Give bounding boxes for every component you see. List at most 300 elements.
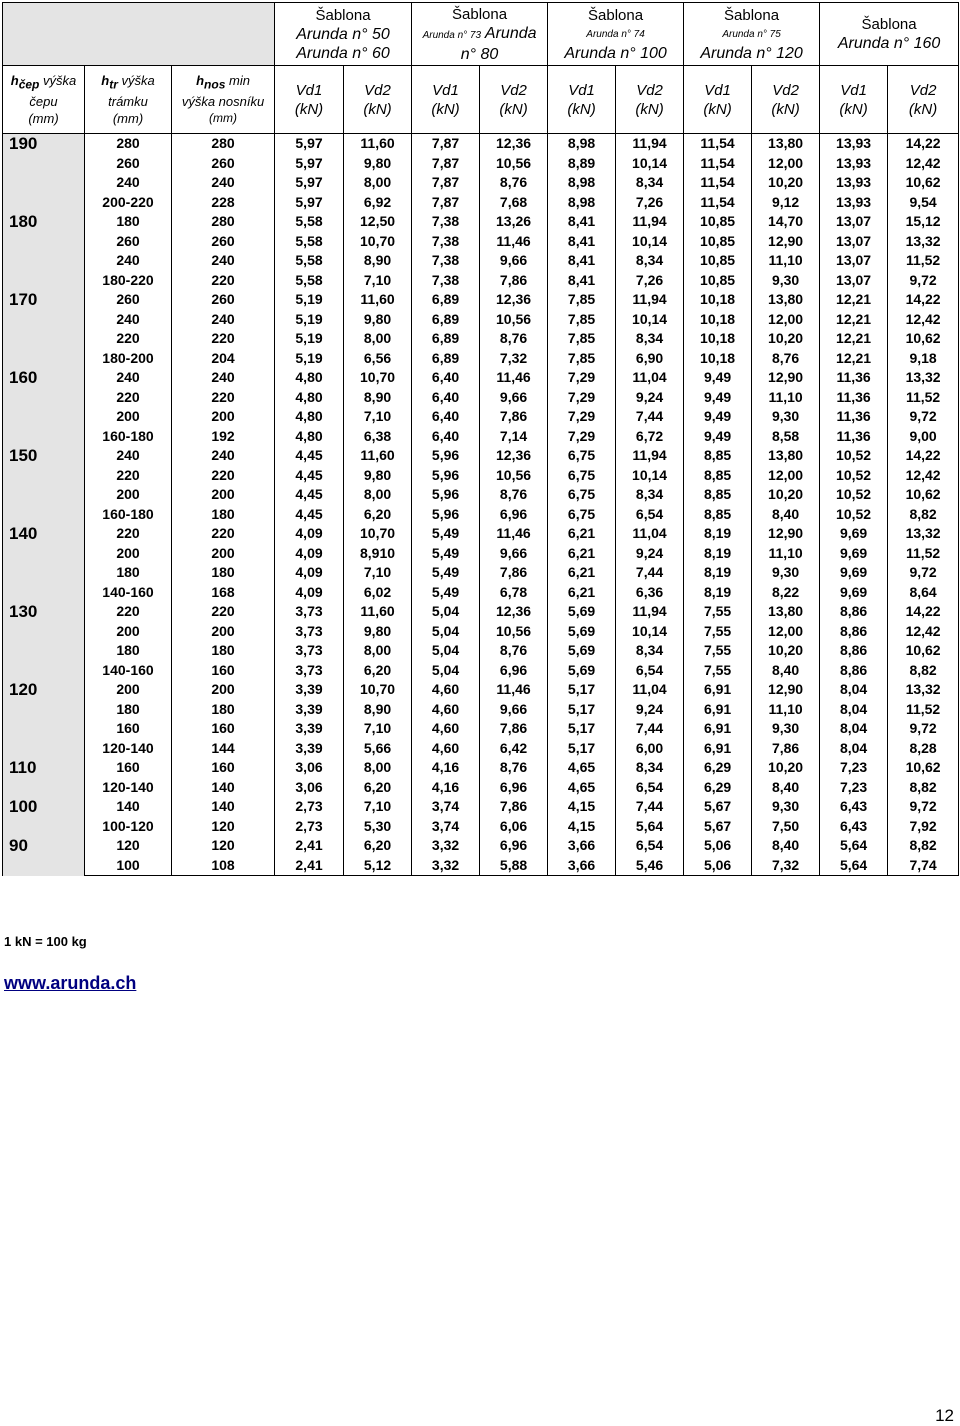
table-cell: 7,38 [412,251,480,271]
table-row [3,622,959,642]
table-row [3,700,959,720]
table-cell: 6,78 [480,583,548,603]
table-cell: 8,19 [684,544,752,564]
table-cell: 5,69 [548,622,616,642]
table-cell: 3,06 [275,758,344,778]
table-cell: 260 [85,154,172,174]
table-cell: 7,55 [684,602,752,622]
table-cell: 180 [85,641,172,661]
table-cell: 4,45 [275,485,344,505]
table-cell: 11,10 [752,388,820,408]
table-cell: 4,65 [548,778,616,798]
table-cell: 8,89 [548,154,616,174]
table-cell: 3,32 [412,856,480,876]
vd-header: Vd1 (kN) [684,66,752,134]
table-row [3,680,959,700]
template-small-name: Arunda n° 73 [422,29,482,41]
template-title: Šablona [588,6,644,24]
table-cell: 10,20 [752,485,820,505]
template-73-80-header [412,3,548,66]
table-cell: 8,41 [548,212,616,232]
table-cell: 6,75 [548,466,616,486]
table-cell: 8,19 [684,583,752,603]
table-cell: 5,49 [412,544,480,564]
unit-note: 1 kN = 100 kg [4,934,87,949]
table-cell: 6,20 [344,505,412,525]
table-cell: 9,69 [820,563,888,583]
table-cell: 280 [85,134,172,154]
table-cell: 8,34 [616,758,684,778]
table-cell: 11,94 [616,290,684,310]
table-cell: 8,82 [888,505,959,525]
table-row [3,173,959,193]
table-cell: 240 [85,251,172,271]
table-cell: 9,72 [888,563,959,583]
website-link[interactable]: www.arunda.ch [4,973,137,993]
template-74-100-header [548,3,684,66]
table-row [3,407,959,427]
table-cell: 7,86 [480,271,548,291]
table-cell: 3,39 [275,739,344,759]
table-cell: 120-140 [85,778,172,798]
table-cell: 220 [85,388,172,408]
table-cell: 160 [85,758,172,778]
table-cell: 6,43 [820,817,888,837]
table-cell: 7,68 [480,193,548,213]
table-cell: 8,58 [752,427,820,447]
table-cell: 7,85 [548,290,616,310]
table-cell: 180 [172,700,275,720]
table-cell: 11,36 [820,427,888,447]
table-cell: 8,04 [820,680,888,700]
table-cell: 6,54 [616,778,684,798]
table-cell: 5,58 [275,212,344,232]
table-row [3,661,959,681]
h-cep-group-cell: 100 [3,797,85,836]
table-cell: 7,86 [480,797,548,817]
table-cell: 5,17 [548,739,616,759]
table-cell: 11,52 [888,700,959,720]
table-cell: 7,92 [888,817,959,837]
table-cell: 6,91 [684,680,752,700]
load-table [2,2,959,876]
table-cell: 2,73 [275,797,344,817]
table-cell: 9,69 [820,583,888,603]
table-cell: 220 [85,466,172,486]
table-row [3,193,959,213]
table-row [3,856,959,876]
table-cell: 12,90 [752,368,820,388]
table-cell: 4,80 [275,368,344,388]
table-cell: 220 [85,524,172,544]
table-cell: 8,04 [820,700,888,720]
table-cell: 220 [172,602,275,622]
table-cell: 11,36 [820,407,888,427]
table-cell: 8,85 [684,505,752,525]
table-cell: 9,24 [616,544,684,564]
table-row [3,388,959,408]
table-cell: 220 [172,466,275,486]
table-cell: 5,19 [275,349,344,369]
table-cell: 100 [85,856,172,876]
table-row [3,271,959,291]
table-cell: 9,80 [344,310,412,330]
table-row [3,349,959,369]
table-cell: 7,38 [412,232,480,252]
table-cell: 9,30 [752,271,820,291]
table-cell: 5,67 [684,817,752,837]
template-75-120-header [684,3,820,66]
table-cell: 10,52 [820,485,888,505]
table-cell: 7,26 [616,271,684,291]
table-cell: 10,56 [480,622,548,642]
table-cell: 8,98 [548,193,616,213]
table-cell: 7,44 [616,407,684,427]
table-cell: 12,21 [820,310,888,330]
template-small-name: Arunda n° 74 [586,28,645,40]
table-cell: 192 [172,427,275,447]
vd-header: Vd1 (kN) [548,66,616,134]
table-cell: 5,04 [412,602,480,622]
table-cell: 160 [172,661,275,681]
table-cell: 12,21 [820,290,888,310]
table-cell: 8,41 [548,232,616,252]
table-cell: 5,88 [480,856,548,876]
table-cell: 240 [85,173,172,193]
table-row [3,368,959,388]
vd-header: Vd2 (kN) [616,66,684,134]
table-cell: 9,49 [684,368,752,388]
table-row [3,290,959,310]
table-cell: 11,94 [616,134,684,154]
table-cell: 168 [172,583,275,603]
table-cell: 6,00 [616,739,684,759]
table-cell: 6,20 [344,836,412,856]
table-cell: 10,20 [752,173,820,193]
table-cell: 13,32 [888,232,959,252]
table-cell: 5,97 [275,173,344,193]
table-cell: 6,29 [684,758,752,778]
table-cell: 12,90 [752,232,820,252]
table-cell: 5,69 [548,641,616,661]
table-cell: 10,62 [888,485,959,505]
table-cell: 7,44 [616,797,684,817]
table-cell: 13,32 [888,524,959,544]
table-cell: 11,94 [616,446,684,466]
table-cell: 4,45 [275,446,344,466]
table-cell: 5,64 [820,836,888,856]
table-cell: 120 [172,817,275,837]
table-cell: 204 [172,349,275,369]
table-cell: 4,65 [548,758,616,778]
table-cell: 7,29 [548,368,616,388]
table-cell: 9,66 [480,388,548,408]
table-row [3,836,959,856]
table-cell: 160 [172,758,275,778]
table-cell: 240 [172,368,275,388]
table-cell: 10,85 [684,212,752,232]
table-cell: 260 [85,232,172,252]
table-cell: 6,38 [344,427,412,447]
table-cell: 10,85 [684,232,752,252]
table-cell: 8,76 [480,329,548,349]
table-cell: 260 [172,290,275,310]
table-cell: 13,07 [820,271,888,291]
table-cell: 4,45 [275,466,344,486]
table-cell: 9,72 [888,407,959,427]
column-header-row [3,66,959,134]
table-cell: 10,20 [752,758,820,778]
table-cell: 7,44 [616,719,684,739]
table-cell: 4,60 [412,680,480,700]
table-cell: 5,49 [412,583,480,603]
table-cell: 6,91 [684,719,752,739]
table-row [3,817,959,837]
table-cell: 10,20 [752,641,820,661]
table-cell: 3,73 [275,622,344,642]
table-cell: 6,21 [548,524,616,544]
table-cell: 14,22 [888,134,959,154]
table-cell: 8,40 [752,836,820,856]
table-cell: 3,73 [275,641,344,661]
table-cell: 11,46 [480,680,548,700]
table-cell: 8,85 [684,466,752,486]
table-cell: 180 [85,700,172,720]
table-cell: 10,18 [684,310,752,330]
table-cell: 6,20 [344,778,412,798]
table-cell: 13,80 [752,134,820,154]
table-cell: 11,46 [480,524,548,544]
table-cell: 5,04 [412,661,480,681]
table-cell: 5,19 [275,329,344,349]
table-cell: 8,41 [548,251,616,271]
table-cell: 12,90 [752,524,820,544]
table-cell: 7,55 [684,661,752,681]
table-cell: 7,86 [480,407,548,427]
table-row [3,602,959,622]
table-cell: 5,12 [344,856,412,876]
table-cell: 5,97 [275,134,344,154]
table-cell: 7,86 [480,563,548,583]
table-cell: 13,80 [752,602,820,622]
table-cell: 6,96 [480,505,548,525]
table-cell: 11,52 [888,544,959,564]
table-cell: 4,60 [412,719,480,739]
table-cell: 10,18 [684,349,752,369]
table-cell: 8,04 [820,739,888,759]
table-cell: 10,20 [752,329,820,349]
table-cell: 120 [172,836,275,856]
table-cell: 6,75 [548,505,616,525]
table-cell: 8,00 [344,329,412,349]
table-cell: 180-220 [85,271,172,291]
table-cell: 7,86 [752,739,820,759]
h-cep-group-cell: 110 [3,758,85,797]
table-cell: 6,29 [684,778,752,798]
table-cell: 220 [172,524,275,544]
table-cell: 8,40 [752,661,820,681]
table-cell: 228 [172,193,275,213]
table-cell: 11,54 [684,193,752,213]
table-cell: 10,52 [820,466,888,486]
table-cell: 9,30 [752,563,820,583]
h-nos-header: $h_{nos}$ min výška nosníku (mm) [172,66,275,134]
table-cell: 8,40 [752,505,820,525]
table-cell: 5,96 [412,485,480,505]
table-row [3,154,959,174]
table-cell: 6,89 [412,310,480,330]
table-cell: 11,04 [616,524,684,544]
table-cell: 12,21 [820,349,888,369]
table-cell: 140 [172,778,275,798]
table-cell: 11,94 [616,212,684,232]
table-cell: 7,29 [548,427,616,447]
table-cell: 3,73 [275,661,344,681]
table-cell: 9,66 [480,251,548,271]
table-cell: 8,34 [616,485,684,505]
table-cell: 5,69 [548,602,616,622]
table-cell: 4,60 [412,739,480,759]
table-cell: 4,80 [275,407,344,427]
table-cell: 4,15 [548,817,616,837]
table-cell: 13,07 [820,212,888,232]
table-cell: 9,12 [752,193,820,213]
table-cell: 240 [172,173,275,193]
table-cell: 200 [85,485,172,505]
table-row [3,583,959,603]
table-cell: 5,96 [412,505,480,525]
table-row [3,505,959,525]
table-cell: 6,40 [412,368,480,388]
table-cell: 220 [85,329,172,349]
table-cell: 13,80 [752,290,820,310]
table-cell: 7,74 [888,856,959,876]
table-cell: 10,85 [684,251,752,271]
table-cell: 11,52 [888,388,959,408]
table-cell: 11,60 [344,602,412,622]
table-row [3,446,959,466]
table-cell: 6,91 [684,739,752,759]
table-cell: 11,10 [752,700,820,720]
table-cell: 8,82 [888,836,959,856]
table-cell: 13,93 [820,154,888,174]
table-cell: 8,41 [548,271,616,291]
table-cell: 10,52 [820,446,888,466]
table-cell: 160-180 [85,505,172,525]
table-cell: 10,14 [616,310,684,330]
table-cell: 4,45 [275,505,344,525]
table-cell: 4,15 [548,797,616,817]
table-cell: 8,00 [344,641,412,661]
table-cell: 5,97 [275,193,344,213]
template-name: Arunda n° 160 [837,35,941,52]
vd-header: Vd1 (kN) [412,66,480,134]
table-cell: 12,42 [888,310,959,330]
table-cell: 180 [85,212,172,232]
table-cell: 10,56 [480,466,548,486]
table-cell: 10,62 [888,173,959,193]
table-cell: 3,73 [275,602,344,622]
table-cell: 10,62 [888,641,959,661]
table-cell: 10,70 [344,680,412,700]
table-cell: 9,24 [616,388,684,408]
table-cell: 4,16 [412,778,480,798]
table-cell: 10,14 [616,232,684,252]
table-cell: 8,98 [548,173,616,193]
table-cell: 160 [172,719,275,739]
table-cell: 9,18 [888,349,959,369]
table-cell: 5,58 [275,271,344,291]
table-cell: 9,54 [888,193,959,213]
table-cell: 13,93 [820,134,888,154]
table-cell: 12,42 [888,622,959,642]
table-cell: 11,04 [616,680,684,700]
table-cell: 2,41 [275,836,344,856]
table-cell: 11,10 [752,251,820,271]
table-cell: 6,21 [548,544,616,564]
table-cell: 6,90 [616,349,684,369]
table-cell: 8,85 [684,485,752,505]
table-cell: 200 [172,622,275,642]
table-cell: 8,34 [616,173,684,193]
table-cell: 6,20 [344,661,412,681]
table-cell: 5,58 [275,232,344,252]
table-cell: 8,34 [616,251,684,271]
table-cell: 9,80 [344,154,412,174]
table-row [3,212,959,232]
table-cell: 6,89 [412,290,480,310]
table-cell: 9,49 [684,388,752,408]
vd-header: Vd2 (kN) [480,66,548,134]
h-cep-group-cell: 160 [3,368,85,446]
table-cell: 6,72 [616,427,684,447]
table-cell: 9,24 [616,700,684,720]
table-cell: 12,21 [820,329,888,349]
table-cell: 7,87 [412,154,480,174]
table-cell: 5,30 [344,817,412,837]
table-cell: 10,18 [684,329,752,349]
table-cell: 13,07 [820,251,888,271]
table-row [3,544,959,564]
table-cell: 8,86 [820,602,888,622]
table-cell: 6,42 [480,739,548,759]
template-small-name: Arunda n° 75 [722,28,781,40]
table-row [3,310,959,330]
vd-header: Vd2 (kN) [888,66,959,134]
table-cell: 9,30 [752,407,820,427]
table-cell: 7,10 [344,563,412,583]
table-cell: 6,43 [820,797,888,817]
table-cell: 8,00 [344,485,412,505]
table-cell: 200 [172,544,275,564]
table-cell: 8,86 [820,641,888,661]
table-row [3,563,959,583]
table-cell: 9,30 [752,719,820,739]
table-cell: 5,17 [548,700,616,720]
table-cell: 8,34 [616,329,684,349]
table-row [3,485,959,505]
template-160-header [820,3,959,66]
table-cell: 5,17 [548,719,616,739]
table-cell: 8,19 [684,563,752,583]
table-cell: 6,40 [412,388,480,408]
table-row [3,719,959,739]
table-cell: 7,23 [820,778,888,798]
table-cell: 7,87 [412,193,480,213]
table-cell: 14,70 [752,212,820,232]
table-cell: 10,14 [616,466,684,486]
table-cell: 3,32 [412,836,480,856]
